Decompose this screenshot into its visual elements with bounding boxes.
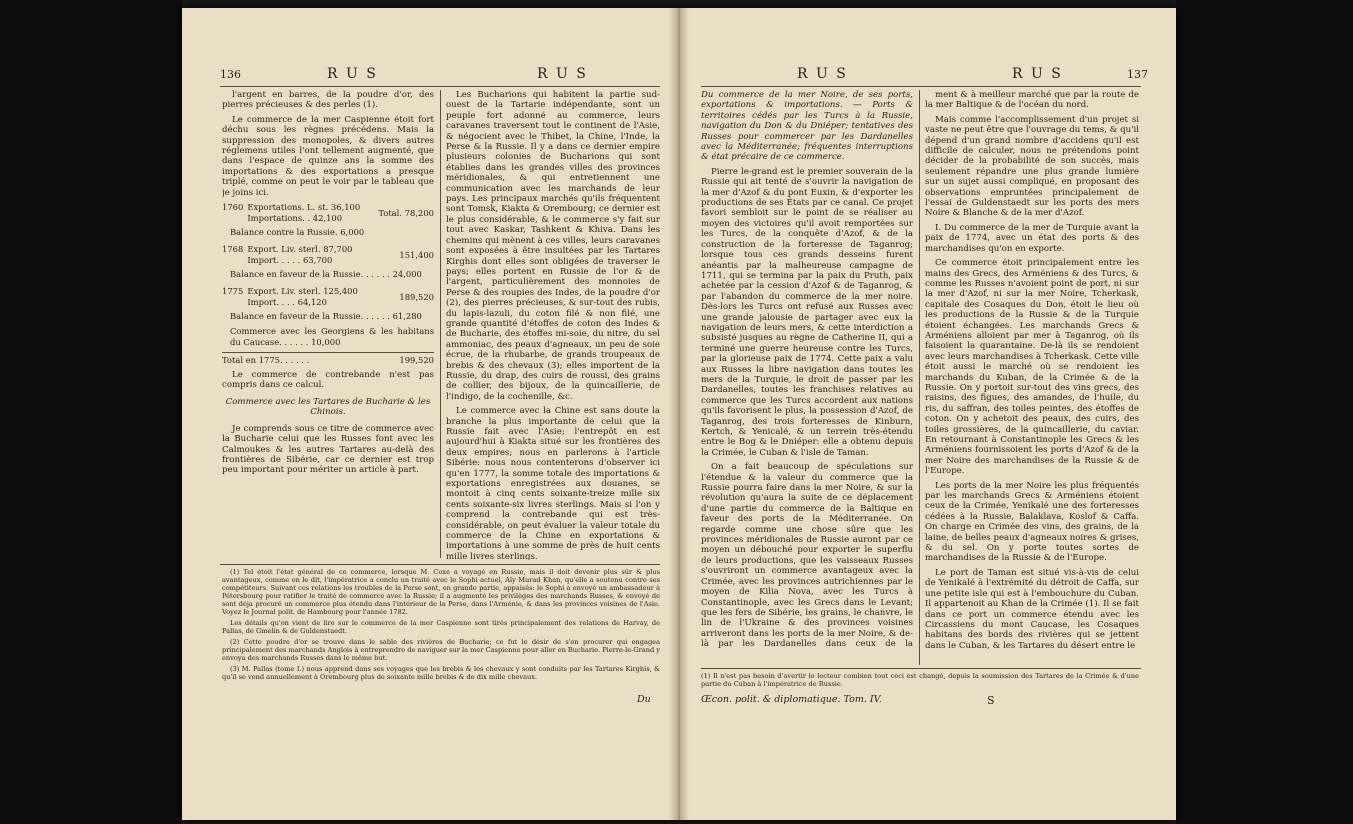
paragraph: ment & à meilleur marché que par la route de la mer Baltique & de l'océan du nord. bbox=[925, 90, 1139, 111]
paragraph: On a fait beaucoup de spéculations sur l'étendue & la valeur du commerce que la Russie pourra faire dans la mer Noire, & sur la révolution qu'aura la suite de ce déplacement d'une partie du commerce de la Baltique en faveur des ports de la Méditerranée. On regarde comme une chose sûre que les provinces méridionales de Russie auront par ce moyen un débouché pour exporter le superflu de leurs productions, que les vaisseaux Russes s'ouvriront un commerce avantageux avec la Crimée, avec les provinces autrichiennes par le moyen de Kilia Nova, avec les Turcs à Constantinople, avec les Grecs dans le Levant; que les fers de Sibérie, les grains, le chanvre, le lin de l'Ukraine & des provinces voisines arriveront dans les ports de la mer Noire, & de-là par les Dardanelles dans ceux de la bbox=[701, 462, 913, 650]
paragraph: Le commerce avec la Chine est sans doute la branche la plus importante de celui que la Russie fait avec l'Asie; l'entrepôt en est aujourd'hui à Kiakta situé sur les frontières des deux empires; nous en parlerons à l'article Sibérie: nous nous contenterons d'observer ici qu'en 1777, la somme totale des importations & exportations enregistrées aux douanes, se montoit à cinq cents soixante-treize mille six cents soixante-six livres sterlings. Mais si l'on y comprend la contrebande qui est très-considérable, on peut évaluer la valeur totale du commerce de la Chine en exportations & importations à une somme de près de huit cents mille livres sterlings. bbox=[446, 406, 660, 560]
paragraph: Les Bucharions qui habitent la partie sud-ouest de la Tartarie indépendante, sont un peuple fort adonné au commerce, leurs caravanes traversent tout le continent de l'Asie, & négocient avec le Thibet, la Chine, l'Inde, la Perse & la Russie. Il y a dans ce dernier empire plusieurs colonies de Bucharions qui sont établies dans les grandes villes des provinces méridionales, & qui entretiennent une communication avec les marchands de leur pays. Les principaux marchés qu'ils fréquentent sont Tomsk, Kiakta & Orembourg; ce dernier est le plus considérable, & le commerce s'y fait sur tout avec Kaskar, Tashkent & Khiva. Dans les chemins qui mènent à ces villes, leurs caravanes sont exposées à être insultées par les Tartares Kirghis dont elles sont obligées de traverser le pays; elles portent en Russie de l'or & de l'argent, particulièrement des monnoies de Perse & des roupies des Indes, de la poudre d'or (2), des pierres précieuses, & sur-tout des rubis, du lapis-lazuli, du coton filé & non filé, une grande quantité d'étoffes de coton des Indes & de Bucharie, des étoffes mi-soie, du nitre, du sel ammoniac, des peaux d'agneaux, un peu de soie écrue, de la rhubarbe, de grands troupeaux de brebis & des chevaux (3); elles importent de la Russie, du drap, des cuirs de roussi, des grains de collier, des bijoux, de la quincaillerie, de l'indigo, de la cochenille, &c. bbox=[446, 90, 660, 402]
year: 1768 bbox=[222, 244, 244, 255]
right-page-column-1 bbox=[701, 90, 913, 650]
head-rule bbox=[701, 86, 1141, 87]
footnote: (3) M. Pallas (tome I.) nous apprend dans ses voyages que les brebis & les chevaux y sont conduits par les Tartares Kirghis, & qu'il se vend annuellement à Orembourg plus de soixante mille brebis & de dix mille chevaux. bbox=[222, 665, 660, 681]
year: 1760 bbox=[222, 202, 244, 213]
georgians-trade: Commerce avec les Georgiens & les habitans du Caucase. . . . . . 10,000 bbox=[230, 326, 434, 348]
paragraph: I. Du commerce de la mer de Turquie avant la paix de 1774, avec un état des ports & des marchandises qu'on en exporte. bbox=[925, 222, 1139, 254]
balance: Balance contre la Russie. 6,000 bbox=[230, 227, 365, 238]
paragraph: Le commerce de la mer Caspienne étoit fort déchu sous les règnes précédens. Mais la suppression des monopoles, & divers autres réglemens utiles l'ont tellement augmenté, que dans l'espace de quinze ans la somme des importations & des exportations a presque triplé, comme on peut le voir par le tableau que je joins ici. bbox=[222, 114, 434, 198]
head-rule bbox=[220, 86, 660, 87]
exports: Export. Liv. sterl. 87,700 bbox=[247, 244, 353, 255]
page-number-left: 136 bbox=[220, 68, 241, 81]
paragraph: Pierre le-grand est le premier souverain de la Russie qui ait tenté de s'ouvrir la navigation de la mer d'Azof & du pont Euxin, & d'exporter les productions de ses États par ce canal. Ce projet favori sembloit sur le point de se réaliser au moyen des victoires qu'il avoit remportées sur les Turcs, de la conquête d'Azof, & de la construction de la forteresse de Taganrog; lorsque tous ces grands desseins furent anéantis par la malheureuse campagne de 1711, qui se termina par la paix du Pruth, paix achetée par la cession d'Azof & de Taganrog, & par l'abandon du commerce de la mer noire. Dès-lors les Turcs ont refusé aux Russes avec une grande jalousie de partager avec eux la navigation de leurs mers, & cette interdiction a subsisté jusques au règne de Catherine II, qui a terminé une guerre heureuse contre les Turcs, par la glorieuse paix de 1774. Cette paix a valu aux Russes la libre navigation dans toutes les mers de la Turquie, le droit de passer par les Dardanelles, toutes les franchises relatives au commerce que les Turcs accordent aux nations qu'ils favorisent le plus, la possession d'Azof, de Taganrog, des trois forteresses de Kinburn, Kertch, & Yenicalé, & un terrein très-étendu entre le Bog & le Dniéper: elle a obtenu depuis la Crimée, le Cuban & l'isle de Taman. bbox=[701, 166, 913, 458]
footnote: (1) Tel étoit l'état général de ce commerce, lorsque M. Coxe a voyagé en Russie, mais il doit devenir plus sûr & plus avantageux, comme on le dit, l'impératrice a conclu un traité avec le Sophi actuel, Aly Murad Khan, qu'elle a soutenu contre ses compétiteurs. Suivant ces relations les troubles de la Perse sont, en grande partie, appaisés: le Sophi a envoyé un ambassadeur à Pétersbourg pour ratifier le traité de commerce avec la Russie; il a augmenté les privilèges des marchands Russes, & envoyé de sont déja procuré un commerce plus étendu dans l'intérieur de la Perse, dans l'Arménie, & dans les provinces voisines de l'Asie. Voyez le Journal polit. de Hambourg pour l'année 1782. bbox=[222, 568, 660, 616]
total-value: 199,520 bbox=[399, 355, 434, 366]
imports: Import. . . . 64,120 bbox=[247, 297, 327, 308]
imports: Import. . . . . 63,700 bbox=[247, 255, 333, 266]
total: Total. 78,200 bbox=[378, 207, 434, 218]
page-number-right: 137 bbox=[1127, 68, 1148, 81]
paragraph: Je comprends sous ce titre de commerce avec la Bucharie celui que les Russes font avec les Calmoukes & les autres Tartares au-delà des frontières de Sibérie, car ce dernier est trop peu important pour mériter un article à part. bbox=[222, 423, 434, 476]
right-margin-background bbox=[1176, 0, 1353, 824]
footnote: Les détails qu'on vient de lire sur le commerce de la mer Caspienne sont tirés principalement des relations de Harvay, de Pallas, de Gmelin & de Guldenstaedt. bbox=[222, 619, 660, 635]
exports: Export. Liv. sterl. 125,400 bbox=[247, 286, 358, 297]
left-page-column-1 bbox=[222, 90, 434, 590]
total: 189,520 bbox=[399, 291, 434, 302]
section-summary: Du commerce de la mer Noire, de ses ports, exportations & importations. — Ports & territoires cédés par les Turcs à la Russie, navigation du Don & du Dniéper; tentatives des Russes pour commercer par les Dardanelles avec la Méditerranée; fréquentes interruptions & état précaire de ce commerce. bbox=[701, 90, 913, 163]
total: 151,400 bbox=[399, 249, 434, 260]
running-head: R U S bbox=[327, 66, 378, 82]
exports: Exportations. L. st. 36,100 bbox=[247, 202, 361, 213]
right-page bbox=[687, 8, 1176, 820]
book-gutter bbox=[669, 8, 689, 820]
paragraph: Ce commerce étoit principalement entre les mains des Grecs, des Arméniens & des Turcs, & comme les Russes n'avoient point de port, ni sur la mer d'Azof, ni sur la mer Noire, Tcherkask, capitale des Cosaques du Don, étoit le lieu où les productions de la Russie & de la Turquie étoient échangées. Les marchands Grecs & Arméniens alloient par mer à Taganrog, où ils faisoient la quarantaine. De-là ils se rendoient avec leurs marchandises à Tcherkask. Cette ville étoit aussi le marché où se rendoient les marchands du Kuban, de la Crimée & de la Russie. On y portoit sur-tout des vins grecs, des raisins, des figues, des amandes, de l'huile, du ris, du saffran, des toiles peintes, des étoffes de coton. On y achetoit des peaux, des cuirs, des toiles grossières, de la quincaillerie, du caviar. En retournant à Constantinople les Grecs & les Arméniens fournissoient les ports d'Azof & de la mer Noire des marchandises de la Russie & de l'Europe. bbox=[925, 258, 1139, 477]
paragraph: Le port de Taman est situé vis-à-vis de celui de Yenikalé à l'extrémité du détroit de Caffa, sur une petite isle qui est à l'embouchure du Cuban. Il appartenoit au Khan de la Crimée (1). Il se fait dans ce port un commerce étendu avec les Circassiens du mont Caucase, les Cosaques habitans des bords des rivières qui se jettent dans le Cuban, & les Tartares du désert entre le bbox=[925, 567, 1139, 651]
running-head: R U S bbox=[797, 66, 848, 82]
imports: Importations. . 42,100 bbox=[247, 213, 343, 224]
right-page-column-2 bbox=[925, 90, 1139, 665]
paragraph: Les ports de la mer Noire les plus fréquentés par les marchands Grecs & Arméniens étoient ceux de la Crimée, Yenikalé une des forteresses cédées à la Russie, Balaklava, Koslof & Caffa. On charge en Crimée des vins, des grains, de la laine, de belles peaux d'agneaux noires & grises, & du sel. On y porte toutes sortes de marchandises de la Russie & de l'Europe. bbox=[925, 480, 1139, 564]
running-head: R U S bbox=[1012, 66, 1063, 82]
balance: Balance en faveur de la Russie. . . . . . 61,280 bbox=[230, 311, 422, 322]
footnote-rule bbox=[220, 564, 660, 565]
trade-table bbox=[222, 202, 434, 366]
footnotes-left bbox=[222, 568, 660, 684]
paragraph: Mais comme l'accomplissement d'un projet si vaste ne peut être que l'ouvrage du tems, & qu'il dépend d'un grand nombre d'accidens qu'il est difficile de calculer, nous ne prétendons point décider de la probabilité de son succès, mais seulement répandre une plus grande lumière sur un sujet aussi compliqué, en proposant des observations empruntées principalement de l'essai de Guldenstaedt sur les ports des mers Noire & Blanche & de la mer d'Azof. bbox=[925, 114, 1139, 219]
footer-title: Œcon. polit. & diplomatique. Tom. IV. bbox=[701, 694, 882, 705]
balance: Balance en faveur de la Russie. . . . . . 24,000 bbox=[230, 269, 422, 280]
catchword: Du bbox=[637, 694, 651, 705]
signature-mark: S bbox=[987, 694, 995, 707]
column-divider bbox=[440, 90, 441, 558]
footnote-right: (1) Il n'est pas besoin d'avertir le lecteur combien tout ceci est changé, depuis la soumission des Tartares de la Crimée & d'une partie du Cuban à l'impératrice de Russie. bbox=[701, 672, 1139, 688]
running-head: R U S bbox=[537, 66, 588, 82]
paragraph: Le commerce de contrebande n'est pas compris dans ce calcul. bbox=[222, 370, 434, 391]
ledger-row-1760 bbox=[222, 202, 434, 224]
left-page bbox=[182, 8, 672, 820]
column-divider bbox=[919, 90, 920, 665]
grand-total-row bbox=[222, 352, 434, 366]
total-label: Total en 1775. . . . . . bbox=[222, 355, 310, 366]
section-heading: Commerce avec les Tartares de Bucharie & les Chinois. bbox=[225, 396, 431, 418]
footnote-rule bbox=[701, 668, 1141, 669]
book-spread bbox=[182, 8, 1176, 820]
left-page-column-2 bbox=[446, 90, 660, 560]
year: 1775 bbox=[222, 286, 244, 297]
footnote: (2) Cette poudre d'or se trouve dans le sable des rivières de Bucharie; ce fut le désir de s'en procurer qui engagea principalement des marchands Anglois à entreprendre de naviguer sur la mer Caspienne pour aller en Bucharie. Pierre-le-Grand y envoya des marchands Russes dans le même but. bbox=[222, 638, 660, 662]
paragraph: l'argent en barres, de la poudre d'or, des pierres précieuses & des perles (1). bbox=[222, 90, 434, 111]
left-margin-background bbox=[0, 0, 182, 824]
ledger-row-1768 bbox=[222, 244, 434, 266]
ledger-row-1775 bbox=[222, 286, 434, 308]
